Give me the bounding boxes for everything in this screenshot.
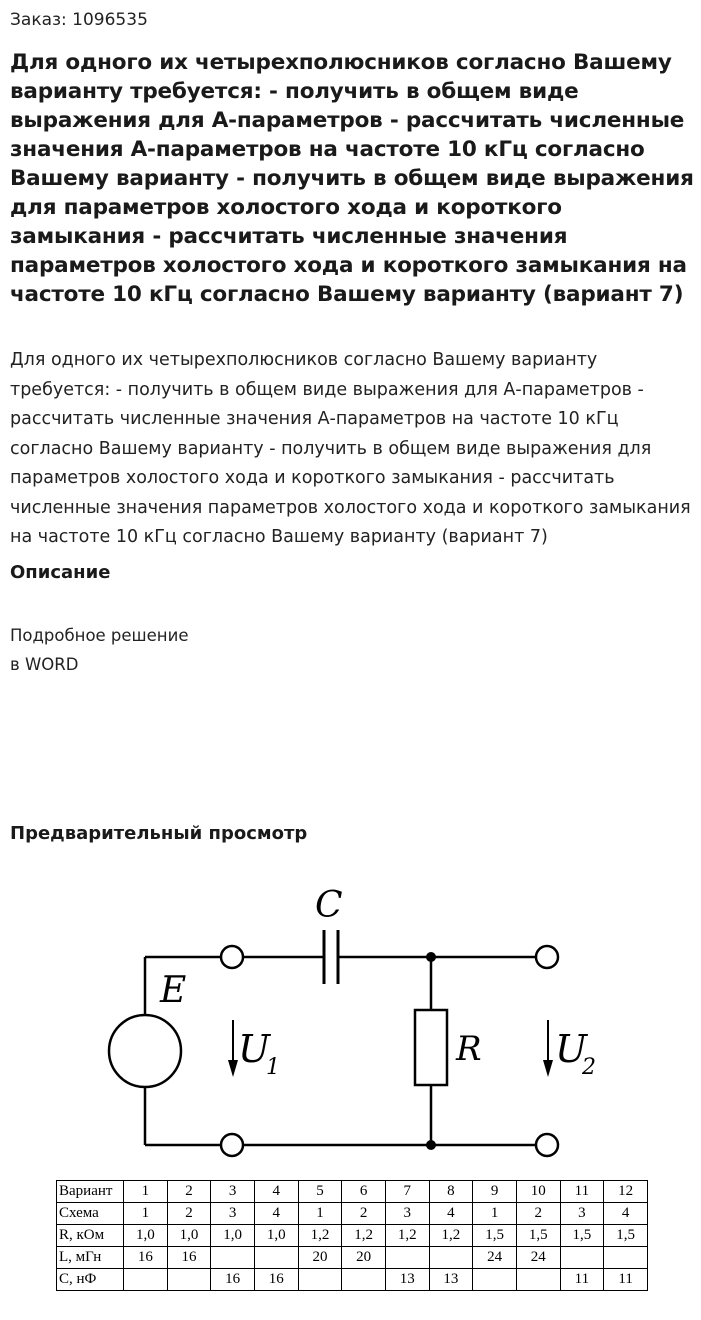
row-label: C, нФ [57, 1269, 124, 1291]
terminal-in-top [221, 946, 243, 968]
table-cell: 16 [167, 1247, 211, 1269]
table-cell [211, 1247, 255, 1269]
row-label: L, мГн [57, 1247, 124, 1269]
table-cell: 24 [516, 1247, 560, 1269]
table-cell: 6 [342, 1181, 386, 1203]
table-cell: 10 [516, 1181, 560, 1203]
table-row [57, 1203, 648, 1225]
capacitor-label: C [315, 885, 343, 926]
resistor-symbol [415, 1010, 447, 1085]
terminal-out-top [536, 946, 558, 968]
u1-label: U [238, 1027, 271, 1071]
preview-heading: Предварительный просмотр [10, 823, 308, 844]
table-cell: 3 [211, 1203, 255, 1225]
table-cell [429, 1247, 473, 1269]
table-cell: 11 [560, 1181, 604, 1203]
description-line-2: в WORD [10, 655, 79, 674]
table-cell: 3 [560, 1203, 604, 1225]
table-cell: 24 [473, 1247, 517, 1269]
table-cell: 13 [429, 1269, 473, 1291]
table-cell [473, 1269, 517, 1291]
table-cell: 1,5 [473, 1225, 517, 1247]
table-cell: 7 [385, 1181, 429, 1203]
description-line-1: Подробное решение [10, 626, 189, 645]
table-cell: 1,0 [167, 1225, 211, 1247]
task-description: Для одного их четырехполюсников согласно Вашему варианту требуется: - получить в общем виде выражения для А-параметров - рассчитать численные значения А-параметров на частоте 10 кГц согласно Вашему варианту - получить в общем виде выражения для параметров холостого хода и короткого замыкания - рассчитать численные значения параметров холостого хода и короткого замыкания на частоте 10 кГц согласно Вашему варианту (вариант 7) [10, 350, 691, 547]
table-cell: 1 [298, 1203, 342, 1225]
table-cell [516, 1269, 560, 1291]
table-cell: 4 [254, 1203, 298, 1225]
u2-subscript: 2 [582, 1055, 596, 1080]
voltage-source-symbol [109, 1015, 181, 1087]
table-cell: 13 [385, 1269, 429, 1291]
row-label: R, кОм [57, 1225, 124, 1247]
table-cell: 1,0 [254, 1225, 298, 1247]
table-cell: 2 [167, 1181, 211, 1203]
table-cell: 1,2 [298, 1225, 342, 1247]
table-cell: 1 [473, 1203, 517, 1225]
description-heading: Описание [10, 562, 111, 583]
table-cell: 1,0 [211, 1225, 255, 1247]
table-cell [604, 1247, 648, 1269]
u1-subscript: 1 [266, 1055, 280, 1080]
table-cell [167, 1269, 211, 1291]
row-label: Схема [57, 1203, 124, 1225]
table-cell: 5 [298, 1181, 342, 1203]
table-cell: 4 [254, 1181, 298, 1203]
variants-table [56, 1180, 648, 1291]
resistor-label: R [456, 1029, 482, 1069]
u2-label: U [555, 1027, 588, 1071]
table-cell: 11 [560, 1269, 604, 1291]
table-row [57, 1181, 648, 1203]
table-cell: 8 [429, 1181, 473, 1203]
table-cell: 1,5 [516, 1225, 560, 1247]
page-title: Для одного их четырехполюсников согласно Вашему варианту требуется: - получить в общем виде выражения для А-параметров - рассчитать численные значения А-параметров на частоте 10 кГц согласно Вашему варианту - получить в общем виде выражения для параметров холостого хода и короткого замыкания - рассчитать численные значения параметров холостого хода и короткого замыкания на частоте 10 кГц согласно Вашему варианту (вариант 7) [10, 50, 694, 307]
table-cell: 1 [124, 1203, 168, 1225]
source-label: E [160, 970, 187, 1011]
capacitor-symbol [324, 930, 338, 984]
table-cell: 11 [604, 1269, 648, 1291]
terminal-in-bottom [221, 1134, 243, 1156]
order-number: Заказ: 1096535 [10, 10, 148, 30]
terminal-out-bottom [536, 1134, 558, 1156]
table-cell: 4 [429, 1203, 473, 1225]
table-cell [560, 1247, 604, 1269]
table-cell: 1,2 [342, 1225, 386, 1247]
table-cell: 16 [124, 1247, 168, 1269]
table-row [57, 1269, 648, 1291]
table-cell [342, 1269, 386, 1291]
table-cell: 20 [342, 1247, 386, 1269]
table-cell: 2 [516, 1203, 560, 1225]
table-cell: 1,5 [560, 1225, 604, 1247]
table-cell: 9 [473, 1181, 517, 1203]
table-cell: 20 [298, 1247, 342, 1269]
table-cell: 1 [124, 1181, 168, 1203]
table-cell: 1,0 [124, 1225, 168, 1247]
table-cell: 4 [604, 1203, 648, 1225]
table-row [57, 1247, 648, 1269]
table-cell [124, 1269, 168, 1291]
row-label: Вариант [57, 1181, 124, 1203]
table-cell: 3 [211, 1181, 255, 1203]
table-cell [254, 1247, 298, 1269]
table-cell: 2 [167, 1203, 211, 1225]
table-cell: 1,2 [385, 1225, 429, 1247]
table-cell: 1,5 [604, 1225, 648, 1247]
table-cell: 16 [211, 1269, 255, 1291]
table-cell: 12 [604, 1181, 648, 1203]
table-row [57, 1225, 648, 1247]
table-cell: 16 [254, 1269, 298, 1291]
table-cell: 3 [385, 1203, 429, 1225]
table-cell: 1,2 [429, 1225, 473, 1247]
table-cell: 2 [342, 1203, 386, 1225]
circuit-diagram [0, 870, 701, 1175]
table-cell [298, 1269, 342, 1291]
table-cell [385, 1247, 429, 1269]
